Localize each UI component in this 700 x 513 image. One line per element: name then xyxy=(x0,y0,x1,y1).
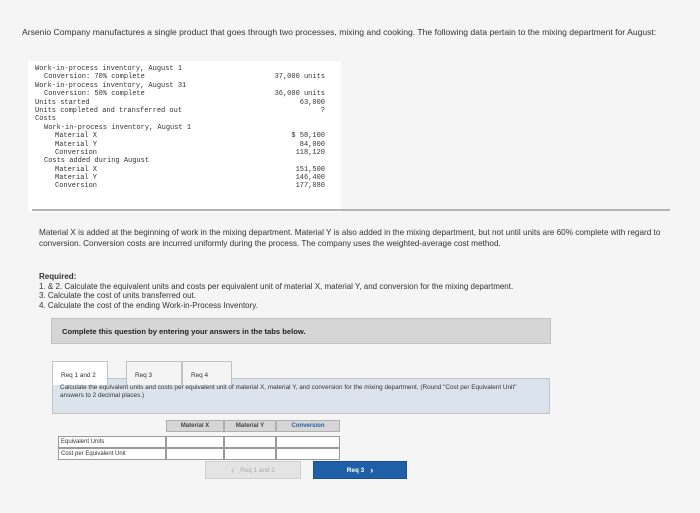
data-row-label: Work-in-process inventory, August 31 xyxy=(35,81,187,90)
data-row xyxy=(28,166,341,174)
cost-per-unit-material-x-input[interactable] xyxy=(166,448,224,460)
data-row-label: Material X xyxy=(55,132,98,141)
row-label-cost-per-equivalent-unit: Cost per Equivalent Unit xyxy=(58,448,166,460)
data-row-label: Conversion xyxy=(55,148,98,157)
equivalent-units-material-y-input[interactable] xyxy=(224,436,276,448)
data-row-label: Material Y xyxy=(55,140,98,149)
data-row-value: $ 58,100 xyxy=(291,132,325,141)
tab-req-4[interactable]: Req 4 xyxy=(182,361,232,385)
data-row xyxy=(28,99,341,107)
data-row-value: 151,500 xyxy=(295,165,325,174)
data-row xyxy=(28,149,341,157)
column-header-material-x: Material X xyxy=(166,420,224,432)
row-label-equivalent-units: Equivalent Units xyxy=(58,436,166,448)
data-row xyxy=(28,115,341,123)
prev-tab-button[interactable] xyxy=(205,461,301,479)
chevron-right-icon: › xyxy=(370,464,374,475)
data-row-value: 37,000 units xyxy=(274,73,325,82)
cost-per-unit-material-y-input[interactable] xyxy=(224,448,276,460)
required-section xyxy=(39,272,664,310)
data-table xyxy=(28,61,341,212)
required-item: 3. Calculate the cost of units transferred out. xyxy=(39,291,196,301)
data-row xyxy=(28,141,341,149)
data-row xyxy=(28,182,341,190)
data-table-divider xyxy=(32,209,670,211)
column-header-conversion: Conversion xyxy=(276,420,340,432)
chevron-left-icon: ‹ xyxy=(231,464,235,475)
data-row-value: ? xyxy=(320,106,325,115)
equivalent-units-conversion-input[interactable] xyxy=(276,436,340,448)
next-tab-label: Req 3 xyxy=(346,466,365,474)
data-row-label: Work-in-process inventory, August 1 xyxy=(35,65,183,73)
data-row-label: Work-in-process inventory, August 1 xyxy=(44,123,192,132)
data-row-label: Conversion xyxy=(55,182,98,191)
question-instruction: Calculate the equivalent units and costs per equivalent unit of material X, material Y, and conversion for the mixing department. (Round "Cost per Equivalent Unit" answers to 2 decimal places.) xyxy=(60,384,517,399)
cost-per-unit-conversion-input[interactable] xyxy=(276,448,340,460)
process-description: Material X is added at the beginning of work in the mixing department. Material Y is also added in the mixing department, but not until units are 60% complete with regard to conversion. Conversion costs are incurred uniformly during the process. The company uses the weighted-average cost method. xyxy=(39,228,661,248)
column-header-material-y: Material Y xyxy=(224,420,276,432)
data-row-value: 177,080 xyxy=(295,182,325,191)
data-row-label: Material Y xyxy=(55,174,98,183)
data-row-label: Units completed and transferred out xyxy=(35,106,183,115)
data-row-value: 63,000 xyxy=(299,98,325,107)
data-row xyxy=(28,132,341,140)
next-tab-button[interactable] xyxy=(313,461,407,479)
problem-intro: Arsenio Company manufactures a single product that goes through two processes, mixing and cooking. The following data pertain to the mixing department for August: xyxy=(22,27,657,37)
data-row xyxy=(28,157,341,165)
data-row xyxy=(28,73,341,81)
data-row-label: Conversion: 70% complete xyxy=(44,73,145,82)
data-row-label: Material X xyxy=(55,165,98,174)
data-row-value: 146,400 xyxy=(295,174,325,183)
complete-banner: Complete this question by entering your answers in the tabs below. xyxy=(51,318,551,344)
required-item: 1. & 2. Calculate the equivalent units and costs per equivalent unit of material X, material Y, and conversion for the mixing department. xyxy=(39,281,514,291)
data-row xyxy=(28,90,341,98)
prev-tab-label: Req 1 and 2 xyxy=(240,466,275,474)
data-row-value: 36,000 units xyxy=(274,90,325,99)
data-row-value: 118,120 xyxy=(295,148,325,157)
data-row xyxy=(28,82,341,90)
required-item: 4. Calculate the cost of the ending Work-in-Process Inventory. xyxy=(39,300,258,310)
tab-req-1-and-2[interactable]: Req 1 and 2 xyxy=(52,361,108,385)
data-row xyxy=(28,124,341,132)
data-row-value: 84,000 xyxy=(299,140,325,149)
data-row-label: Costs added during August xyxy=(44,157,150,166)
data-row xyxy=(28,174,341,182)
equivalent-units-material-x-input[interactable] xyxy=(166,436,224,448)
data-row-label: Costs xyxy=(35,115,57,124)
data-row-label: Conversion: 50% complete xyxy=(44,90,145,99)
required-title: Required: xyxy=(39,272,77,281)
tab-req-3[interactable]: Req 3 xyxy=(126,361,182,385)
data-row-label: Units started xyxy=(35,98,90,107)
data-row xyxy=(28,65,341,73)
data-row xyxy=(28,107,341,115)
